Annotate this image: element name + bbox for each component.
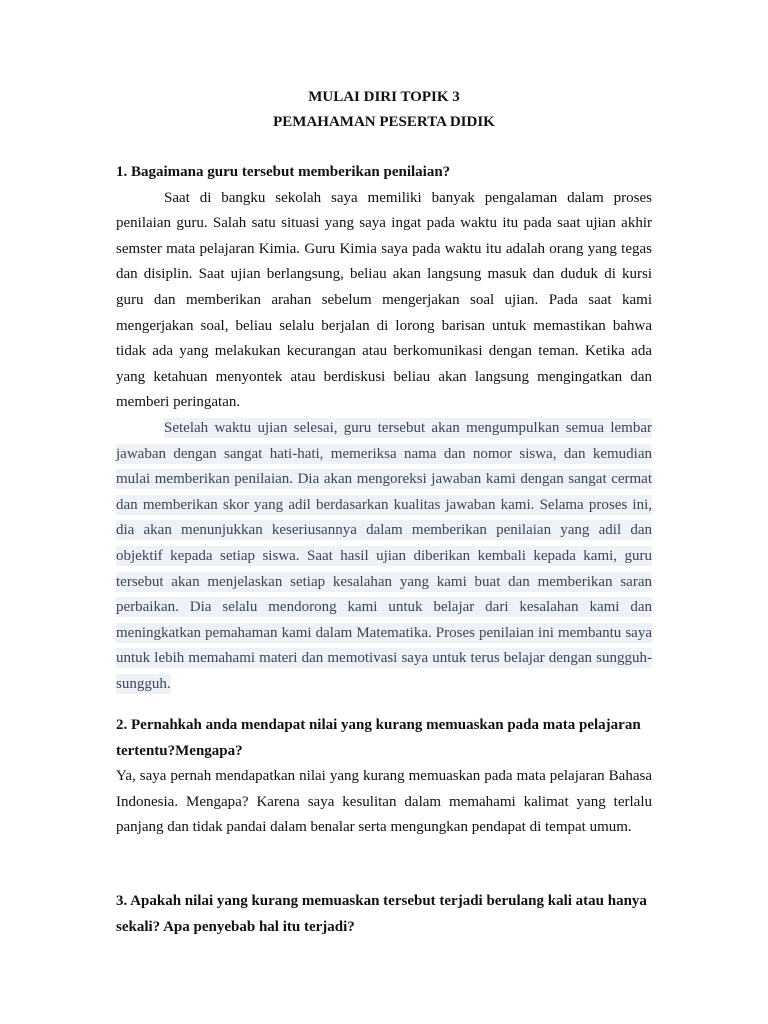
question-1-paragraph-1: Saat di bangku sekolah saya memiliki banyak pengalaman dalam proses penilaian guru. Salah satu situasi yang saya ingat pada waktu itu pada saat ujian akhir semster mata pelajaran Kimia. Guru Kimia saya pada waktu itu adalah orang yang tegas dan disiplin. Saat ujian berlangsung, beliau akan langsung masuk dan duduk di kursi guru dan memberikan arahan sebelum mengerjakan soal ujian. Pada saat kami mengerjakan soal, beliau selalu berjalan di lorong barisan untuk memastikan bahwa tidak ada yang melakukan kecurangan atau berkomunikasi dengan teman. Ketika ada yang ketahuan menyontek atau berdiskusi beliau akan langsung mengingatkan dan memberi peringatan. (116, 189, 652, 411)
section-question-2 (116, 713, 652, 841)
question-3-heading: 3. Apakah nilai yang kurang memuaskan tersebut terjadi berulang kali atau hanya sekali? Apa penyebab hal itu terjadi? (116, 893, 647, 935)
section-question-1 (116, 160, 652, 697)
question-1-heading: 1. Bagaimana guru tersebut memberikan penilaian? (116, 164, 451, 180)
question-2-heading: 2. Pernahkah anda mendapat nilai yang kurang memuaskan pada mata pelajaran tertentu?Mengapa? (116, 717, 641, 759)
document-title: MULAI DIRI TOPIK 3 (308, 89, 460, 105)
section-question-3 (116, 889, 652, 940)
question-2-answer: Ya, saya pernah mendapatkan nilai yang kurang memuaskan pada mata pelajaran Bahasa Indonesia. Mengapa? Karena saya kesulitan dalam memahami kalimat yang terlalu panjang dan tidak pandai dalam benalar serta mengungkan pendapat di tempat umum. (116, 768, 652, 836)
question-1-paragraph-2 (116, 416, 652, 698)
highlighted-text: Setelah waktu ujian selesai, guru tersebut akan mengumpulkan semua lembar jawaban dengan sangat hati-hati, memeriksa nama dan nomor siswa, dan kemudian mulai memberikan penilaian. Dia akan mengoreksi jawaban kami dengan sangat cermat dan memberikan skor yang adil berdasarkan kualitas jawaban kami. Selama proses ini, dia akan menunjukkan keseriusannya dalam memberikan penilaian yang adil dan objektif kepada setiap siswa. Saat hasil ujian diberikan kembali kepada kami, guru tersebut akan menjelaskan setiap kesalahan yang kami buat dan memberikan saran perbaikan. Dia selalu mendorong kami untuk belajar dari kesalahan kami dan meningkatkan pemahaman kami dalam Matematika. Proses penilaian ini membantu saya untuk lebih memahami materi dan memotivasi saya untuk terus belajar dengan sungguh-sungguh. (116, 419, 652, 692)
document-subtitle: PEMAHAMAN PESERTA DIDIK (273, 114, 495, 130)
